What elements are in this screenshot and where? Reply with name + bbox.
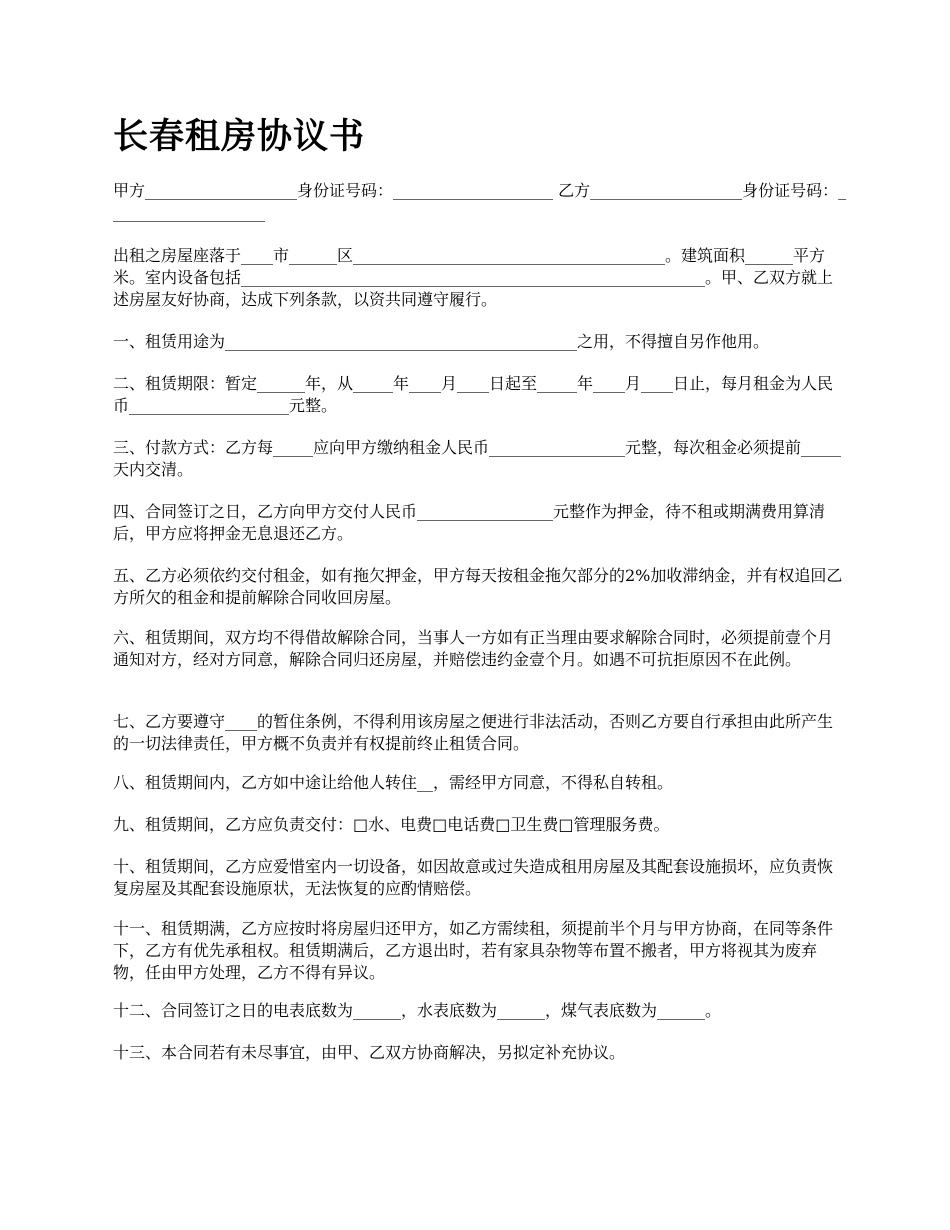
document-title: 长春租房协议书 <box>113 116 366 157</box>
clause-9: 九、租赁期间，乙方应负责交付：□水、电费□电话费□卫生费□管理服务费。 <box>113 815 670 834</box>
clause-7: 七、乙方要遵守____的暂住条例，不得利用该房屋之便进行非法活动，否则乙方要自行承担由此所产生的一切法律责任，甲方概不负责并有权提前终止租赁合同。 <box>113 712 834 753</box>
clause-10: 十、租赁期间，乙方应爱惜室内一切设备，如因故意或过失造成租用房屋及其配套设施损坏，应负责恢复房屋及其配套设施原状，无法恢复的应酌情赔偿。 <box>113 857 834 898</box>
clause-2: 二、租赁期限：暂定______年，从_____年____月____日起至_____年____月____日止，每月租金为人民币____________________元整。 <box>113 374 834 415</box>
clause-8: 八、租赁期间内，乙方如中途让给他人转住__，需经甲方同意，不得私自转租。 <box>113 773 674 792</box>
clause-12: 十二、合同签订之日的电表底数为______，水表底数为______，煤气表底数为______。 <box>113 1001 722 1020</box>
clause-13: 十三、本合同若有未尽事宜，由甲、乙双方协商解决，另拟定补充协议。 <box>113 1043 626 1062</box>
clause-1: 一、租赁用途为____________________________________________之用，不得擅自另作他用。 <box>113 332 770 351</box>
clause-4: 四、合同签订之日，乙方向甲方交付人民币_________________元整作为押金，待不租或期满费用算清后，甲方应将押金无息退还乙方。 <box>113 502 826 543</box>
parties-paragraph: 甲方___________________身份证号码：____________________ 乙方___________________身份证号码：____________________ <box>113 181 847 222</box>
clause-6: 六、租赁期间，双方均不得借故解除合同，当事人一方如有正当理由要求解除合同时，必须提前壹个月通知对方，经对方同意，解除合同归还房屋，并赔偿违约金壹个月。如遇不可抗拒原因不在此例。 <box>113 628 834 669</box>
clause-5: 五、乙方必须依约交付租金，如有拖欠押金，甲方每天按租金拖欠部分的2%加收滞纳金，并有权追回乙方所欠的租金和提前解除合同收回房屋。 <box>113 566 843 607</box>
clause-11: 十一、租赁期满，乙方应按时将房屋归还甲方，如乙方需续租，须提前半个月与甲方协商，在同等条件下，乙方有优先承租权。租赁期满后，乙方退出时，若有家具杂物等布置不搬者，甲方将视其为废弃物，任由甲方处理，乙方不得有异议。 <box>113 919 834 982</box>
clause-3: 三、付款方式：乙方每_____应向甲方缴纳租金人民币_________________元整，每次租金必须提前_____天内交清。 <box>113 438 842 479</box>
property-paragraph: 出租之房屋座落于____市______区_______________________________________。建筑面积______平方米。室内设备包括__________________________________________________________。甲、乙双方就上述房屋友好协商，达成下列条款，以资共同遵守履行。 <box>113 246 834 309</box>
